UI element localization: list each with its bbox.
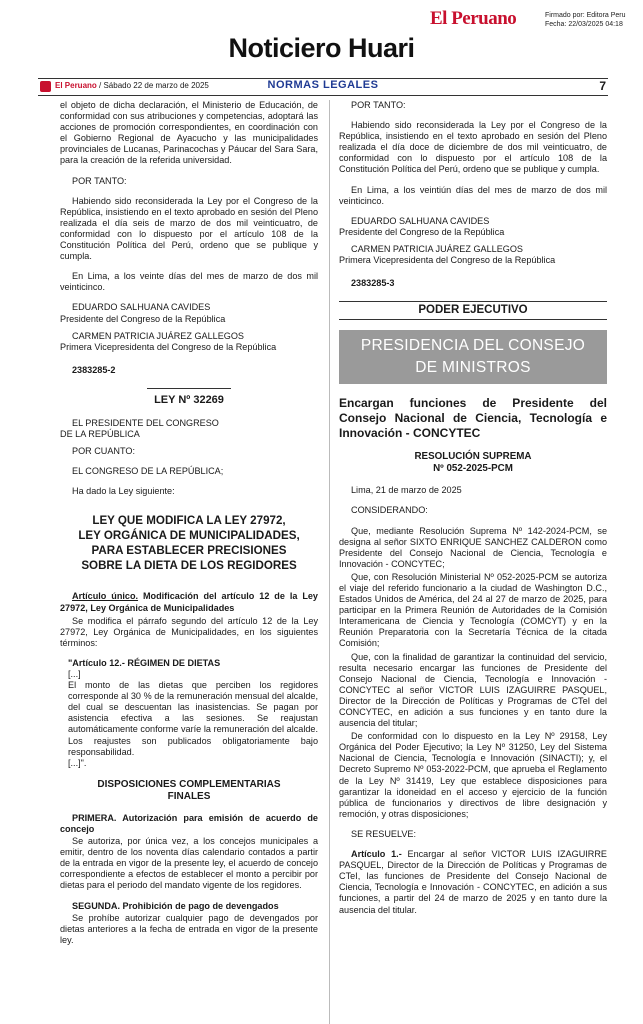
signer-name: EDUARDO SALHUANA CAVIDES bbox=[72, 302, 211, 313]
signer-name: CARMEN PATRICIA JUÁREZ GALLEGOS bbox=[72, 330, 244, 341]
paragraph: Habiendo sido reconsiderada la Ley por el Congreso de la República, insistiendo en el texto aprobado en sesión del Pleno realizada el día doce de diciembre de dos mil veinticuatro, de conformidad con lo dispuesto por el artículo 108 de la Constitución Política del Perú, ordeno que se publique y cumpla. bbox=[339, 120, 607, 175]
law-title-line: PARA ESTABLECER PRECISIONES bbox=[91, 544, 287, 558]
el-peruano-logo: El Peruano bbox=[430, 8, 517, 29]
resolution-date: Lima, 21 de marzo de 2025 bbox=[351, 485, 462, 496]
left-column bbox=[60, 100, 318, 955]
paragraph: el objeto de dicha declaración, el Ministerio de Educación, de conformidad con sus atribuciones y competencias, adoptará las acciones de promoción correspondientes, en coordinación con el Gobierno Regional de Ayacucho y las municipalidades provinciales de Lucanas, Parinacochas y Páucar del Sara Sara, para la creación de la referida universidad. bbox=[60, 100, 318, 166]
primera-title: PRIMERA. Autorización para emisión de acuerdo de concejo bbox=[60, 812, 318, 834]
considerando-item: Que, mediante Resolución Suprema Nº 142-2024-PCM, se designa al señor SIXTO ENRIQUE SANCHEZ CALDERON como Presidente del Consejo Nacional de Ciencia, Tecnología e Innovación - CONCYTEC; bbox=[339, 525, 607, 569]
law-title-line: SOBRE LA DIETA DE LOS REGIDORES bbox=[81, 559, 297, 573]
segunda-title: SEGUNDA. Prohibición de pago de devengados bbox=[72, 900, 279, 911]
considerando-item: Que, con la finalidad de garantizar la continuidad del servicio, resulta necesario encargar las funciones de Presidente del Consejo Nacional de Ciencia, Tecnología e Innovación - CONCYTEC al señor VICTOR LUIS IZAGUIRRE PASQUEL, Director de la Dirección de Políticas y Programas de CTeI del CONCYTEC, en adición a sus funciones y en tanto dure la ausencia del titular; bbox=[339, 651, 607, 729]
masthead-title: Noticiero Huari bbox=[228, 33, 415, 63]
considerando: CONSIDERANDO: bbox=[351, 505, 428, 516]
paragraph: En Lima, a los veintiún días del mes de marzo de dos mil veinticinco. bbox=[339, 184, 607, 206]
page-number: 7 bbox=[599, 79, 606, 93]
pcm-line: DE MINISTROS bbox=[415, 359, 531, 377]
article-heading bbox=[60, 591, 318, 613]
primera-body: Se autoriza, por única vez, a los concejos municipales a emitir, dentro de los noventa días calendario contados a partir de la entrada en vigor de la presente ley, el acuerdo de concejo correspondiente a efectos de establecer el monto a percibir por dietas para el periodo del mandato vigente de los regidores. bbox=[60, 836, 318, 891]
signer-role: Presidente del Congreso de la República bbox=[339, 226, 505, 237]
pcm-line: PRESIDENCIA DEL CONSEJO bbox=[360, 337, 586, 355]
signed-by: Firmado por: Editora Peru bbox=[545, 12, 626, 19]
article-label: Artículo único. bbox=[72, 591, 139, 602]
paragraph: En Lima, a los veinte días del mes de marzo de dos mil veinticinco. bbox=[60, 271, 318, 293]
bar-brand: El Peruano bbox=[55, 81, 97, 90]
publication-code: 2383285-2 bbox=[72, 364, 116, 375]
quote-body: El monto de las dietas que perciben los regidores corresponde al 30 % de la remuneración mensual del alcalde, del cual se descuentan las inasistencias. Se pagan por asistencia efectiva a las sesiones. Se reajustan automáticamente conforme varíe la remuneración del alcalde. Los reajustes son publicados obligatoriamente bajo responsabilidad. bbox=[68, 680, 318, 757]
signature-block bbox=[60, 331, 318, 353]
right-column bbox=[339, 100, 607, 925]
section-title: NORMAS LEGALES bbox=[267, 79, 379, 91]
president-title bbox=[60, 418, 318, 440]
quote-end: [...]". bbox=[68, 757, 87, 768]
resolution-id: Nº 052-2025-PCM bbox=[433, 462, 513, 474]
signature-block bbox=[339, 244, 607, 266]
signature-block bbox=[60, 302, 318, 324]
resolution-headline: Encargan funciones de Presidente del Consejo Nacional de Ciencia, Tecnología e Innovación - CONCYTEC bbox=[339, 396, 607, 441]
signature-block bbox=[339, 216, 607, 238]
por-cuanto: POR CUANTO: bbox=[72, 446, 135, 457]
signer-name: CARMEN PATRICIA JUÁREZ GALLEGOS bbox=[351, 243, 523, 254]
publication-code: 2383285-3 bbox=[351, 278, 395, 289]
por-tanto: POR TANTO: bbox=[351, 100, 406, 110]
signer-role: Primera Vicepresidenta del Congreso de la República bbox=[60, 341, 277, 352]
bar-date: / Sábado 22 de marzo de 2025 bbox=[96, 81, 209, 90]
signature-stamp bbox=[545, 11, 626, 29]
president-line: DE LA REPÚBLICA bbox=[60, 429, 140, 440]
law-title bbox=[60, 513, 318, 573]
dispositions-heading bbox=[60, 779, 318, 803]
dispositions-line: FINALES bbox=[167, 790, 211, 802]
law-title-line: LEY QUE MODIFICA LA LEY 27972, bbox=[92, 514, 286, 528]
paragraph: Habiendo sido reconsiderada la Ley por el Congreso de la República, insistiendo en el texto aprobado en sesión del Pleno realizada el día seis de marzo de dos mil veinticuatro, de conformidad con lo dispuesto por el artículo 108 de la Constitución Política del Perú, ordeno que se publique y cumpla. bbox=[60, 195, 318, 262]
resolution-type: RESOLUCIÓN SUPREMA bbox=[414, 451, 532, 463]
quoted-article bbox=[60, 658, 318, 769]
law-number: LEY Nº 32269 bbox=[147, 388, 231, 406]
signed-date: Fecha: 22/03/2025 04:18 bbox=[545, 21, 623, 28]
column-divider bbox=[329, 100, 330, 1024]
article-1-body: Encargar al señor VICTOR LUIS IZAGUIRRE PASQUEL, Director de la Dirección de Políticas y Programas de CTeI, las funciones de Presidente del Consejo Nacional de Ciencia, Tecnología e Innovación - CONCYTEC, en adición a sus funciones, a partir del 24 de marzo de 2025 y en tanto dure la ausencia del titular. bbox=[339, 849, 608, 915]
considerando-item: De conformidad con lo dispuesto en la Ley Nº 29158, Ley Orgánica del Poder Ejecutivo; la Ley Nº 31250, Ley del Sistema Nacional de Ciencia, Tecnología e Innovación (SINACTI); y, el Decreto Supremo Nº 053-2022-PCM, que aprueba el Reglamento de la Ley Nº 31419, Ley que establece disposiciones para garantizar la idoneidad en el acceso y ejercicio de la función pública de funcionarios y directivos de libre designación y remoción, y otras disposiciones; bbox=[339, 731, 607, 819]
article-title: Modificación del artículo 12 de la Ley 27972, Ley Orgánica de Municipalidades bbox=[60, 591, 318, 613]
signer-role: Primera Vicepresidenta del Congreso de la República bbox=[339, 255, 556, 266]
pcm-banner bbox=[339, 330, 607, 384]
article-1 bbox=[339, 849, 607, 916]
law-title-line: LEY ORGÁNICA DE MUNICIPALIDADES, bbox=[78, 529, 300, 543]
section-header-bar bbox=[38, 78, 608, 96]
quote-ellipsis: [...] bbox=[68, 669, 81, 679]
signer-name: EDUARDO SALHUANA CAVIDES bbox=[351, 215, 490, 226]
se-resuelve: SE RESUELVE: bbox=[351, 828, 417, 839]
considerando-item: Que, con Resolución Ministerial Nº 052-2025-PCM se autoriza el viaje del referido funcionario a la ciudad de Washington D.C., Estados Unidos de América, del 24 al 27 de marzo de 2025, para participar en la Primera Reunión de Autoridades de la Comisión Interamericana de Ciencia y Tecnología (COMCYT) y en la Reunión Preparatoria con la Secretaría Técnica de la citada Comisión; bbox=[339, 571, 607, 649]
resolution-number bbox=[339, 451, 607, 474]
dispositions-line: DISPOSICIONES COMPLEMENTARIAS bbox=[97, 778, 281, 790]
signer-role: Presidente del Congreso de la República bbox=[60, 313, 226, 324]
article-body: Se modifica el párrafo segundo del artículo 12 de la Ley 27972, Ley Orgánica de Municipalidades, en los siguientes términos: bbox=[60, 615, 318, 648]
poder-ejecutivo-heading: PODER EJECUTIVO bbox=[339, 301, 607, 320]
president-line: EL PRESIDENTE DEL CONGRESO bbox=[72, 417, 219, 428]
quote-heading: "Artículo 12.- RÉGIMEN DE DIETAS bbox=[68, 657, 221, 668]
ha-dado: Ha dado la Ley siguiente: bbox=[72, 486, 175, 497]
congreso-line: EL CONGRESO DE LA REPÚBLICA; bbox=[72, 466, 224, 477]
segunda-body: Se prohíbe autorizar cualquier pago de devengados por dietas anteriores a la fecha de entrada en vigor de la presente ley. bbox=[60, 912, 318, 945]
por-tanto: POR TANTO: bbox=[72, 175, 127, 186]
article-1-label: Artículo 1.- bbox=[351, 849, 402, 860]
